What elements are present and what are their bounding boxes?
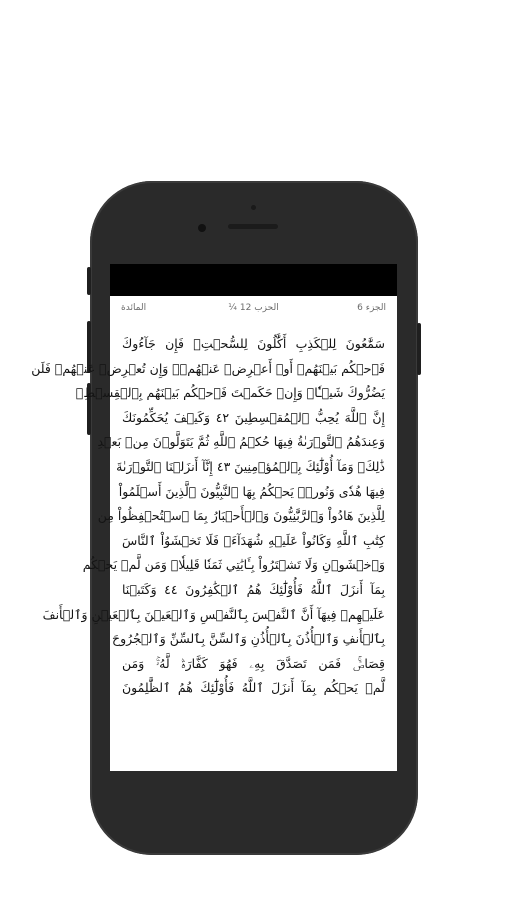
earpiece-speaker (228, 224, 278, 229)
text-line[interactable]: إِنَّ ٱللَّهَ يُحِبُّ ٱلۡمُقۡسِطِينَ ٤٢ وَكَيۡفَ يُحَكِّمُونَكَ (122, 409, 386, 425)
proximity-sensor (251, 205, 256, 210)
hizb-indicator[interactable]: ¼ الحزب 12 (228, 303, 279, 313)
text-line[interactable]: بِٱلۡأَنفِ وَٱلۡأُذُنَ بِٱلۡأُذُنِ وَٱلسِّنَّ بِٱلسِّنِّ وَٱلۡجُرُوحَ (112, 631, 385, 647)
text-line[interactable]: فَٱحۡكُم بَيۡنَهُمۡ أَوۡ أَعۡرِضۡ عَنۡهُمۡۖ وَإِن تُعۡرِضۡ عَنۡهُمۡ فَلَن (31, 360, 385, 376)
text-line[interactable]: فِيهَا هُدٗى وَنُورٞۚ يَحۡكُمُ بِهَا ٱلنَّبِيُّونَ ٱلَّذِينَ أَسۡلَمُواْ (118, 483, 385, 499)
text-line[interactable]: ذَٰلِكَۚ وَمَآ أُوْلَٰٓئِكَ بِٱلۡمُؤۡمِنِينَ ٤٣ إِنَّآ أَنزَلۡنَا ٱلتَّوۡرَىٰةَ (116, 458, 385, 474)
text-line[interactable]: سَمَّٰعُونَ لِلۡكَذِبِ أَكَّٰلُونَ لِلسُّحۡتِۚ فَإِن جَآءُوكَ (122, 336, 385, 351)
text-line[interactable]: وَعِندَهُمُ ٱلتَّوۡرَىٰةُ فِيهَا حُكۡمُ ٱللَّهِ ثُمَّ يَتَوَلَّوۡنَ مِنۢ بَعۡدِ (97, 434, 385, 450)
mute-switch (87, 267, 91, 295)
quran-page-text[interactable] (31, 332, 386, 762)
phone-frame (31, 181, 418, 855)
text-line[interactable]: يَضُرُّوكَ شَيۡـٔٗاۖ وَإِنۡ حَكَمۡتَ فَٱحۡكُم بَيۡنَهُم بِٱلۡقِسۡطِۚ (75, 385, 385, 401)
surah-name[interactable]: المائدة (121, 303, 147, 313)
text-line[interactable]: وَٱخۡشَوۡنِ وَلَا تَشۡتَرُواْ بِـَٔايَٰتِي ثَمَنٗا قَلِيلٗاۚ وَمَن لَّمۡ يَحۡكُم (82, 557, 385, 573)
juz-indicator[interactable]: الجزء 6 (357, 303, 386, 313)
status-bar (110, 264, 397, 296)
text-line[interactable]: لِلَّذِينَ هَادُواْ وَٱلرَّبَّٰنِيُّونَ وَٱلۡأَحۡبَارُ بِمَا ٱسۡتُحۡفِظُواْ مِن (97, 508, 385, 524)
text-line[interactable]: كِتَٰبِ ٱللَّهِ وَكَانُواْ عَلَيۡهِ شُهَدَآءَۚ فَلَا تَخۡشَوُاْ ٱلنَّاسَ (122, 532, 385, 548)
text-line[interactable]: لَّمۡ يَحۡكُم بِمَآ أَنزَلَ ٱللَّهُ فَأُوْلَٰٓئِكَ هُمُ ٱلظَّٰلِمُونَ (122, 680, 385, 696)
front-camera (198, 224, 206, 232)
power-button (417, 323, 421, 375)
text-line[interactable]: بِمَآ أَنزَلَ ٱللَّهُ فَأُوْلَٰٓئِكَ هُمُ ٱلۡكَٰفِرُونَ ٤٤ وَكَتَبۡنَا (122, 581, 386, 597)
page-header (110, 298, 397, 320)
text-line[interactable]: عَلَيۡهِمۡ فِيهَآ أَنَّ ٱلنَّفۡسَ بِٱلنَّفۡسِ وَٱلۡعَيۡنَ بِٱلۡعَيۡنِ وَٱلۡأَنفَ (42, 606, 385, 622)
app-screen (31, 264, 397, 771)
text-line[interactable]: قِصَاصٞۚ فَمَن تَصَدَّقَ بِهِۦ فَهُوَ كَفَّارَةٞ لَّهُۥۚ وَمَن (122, 655, 385, 671)
